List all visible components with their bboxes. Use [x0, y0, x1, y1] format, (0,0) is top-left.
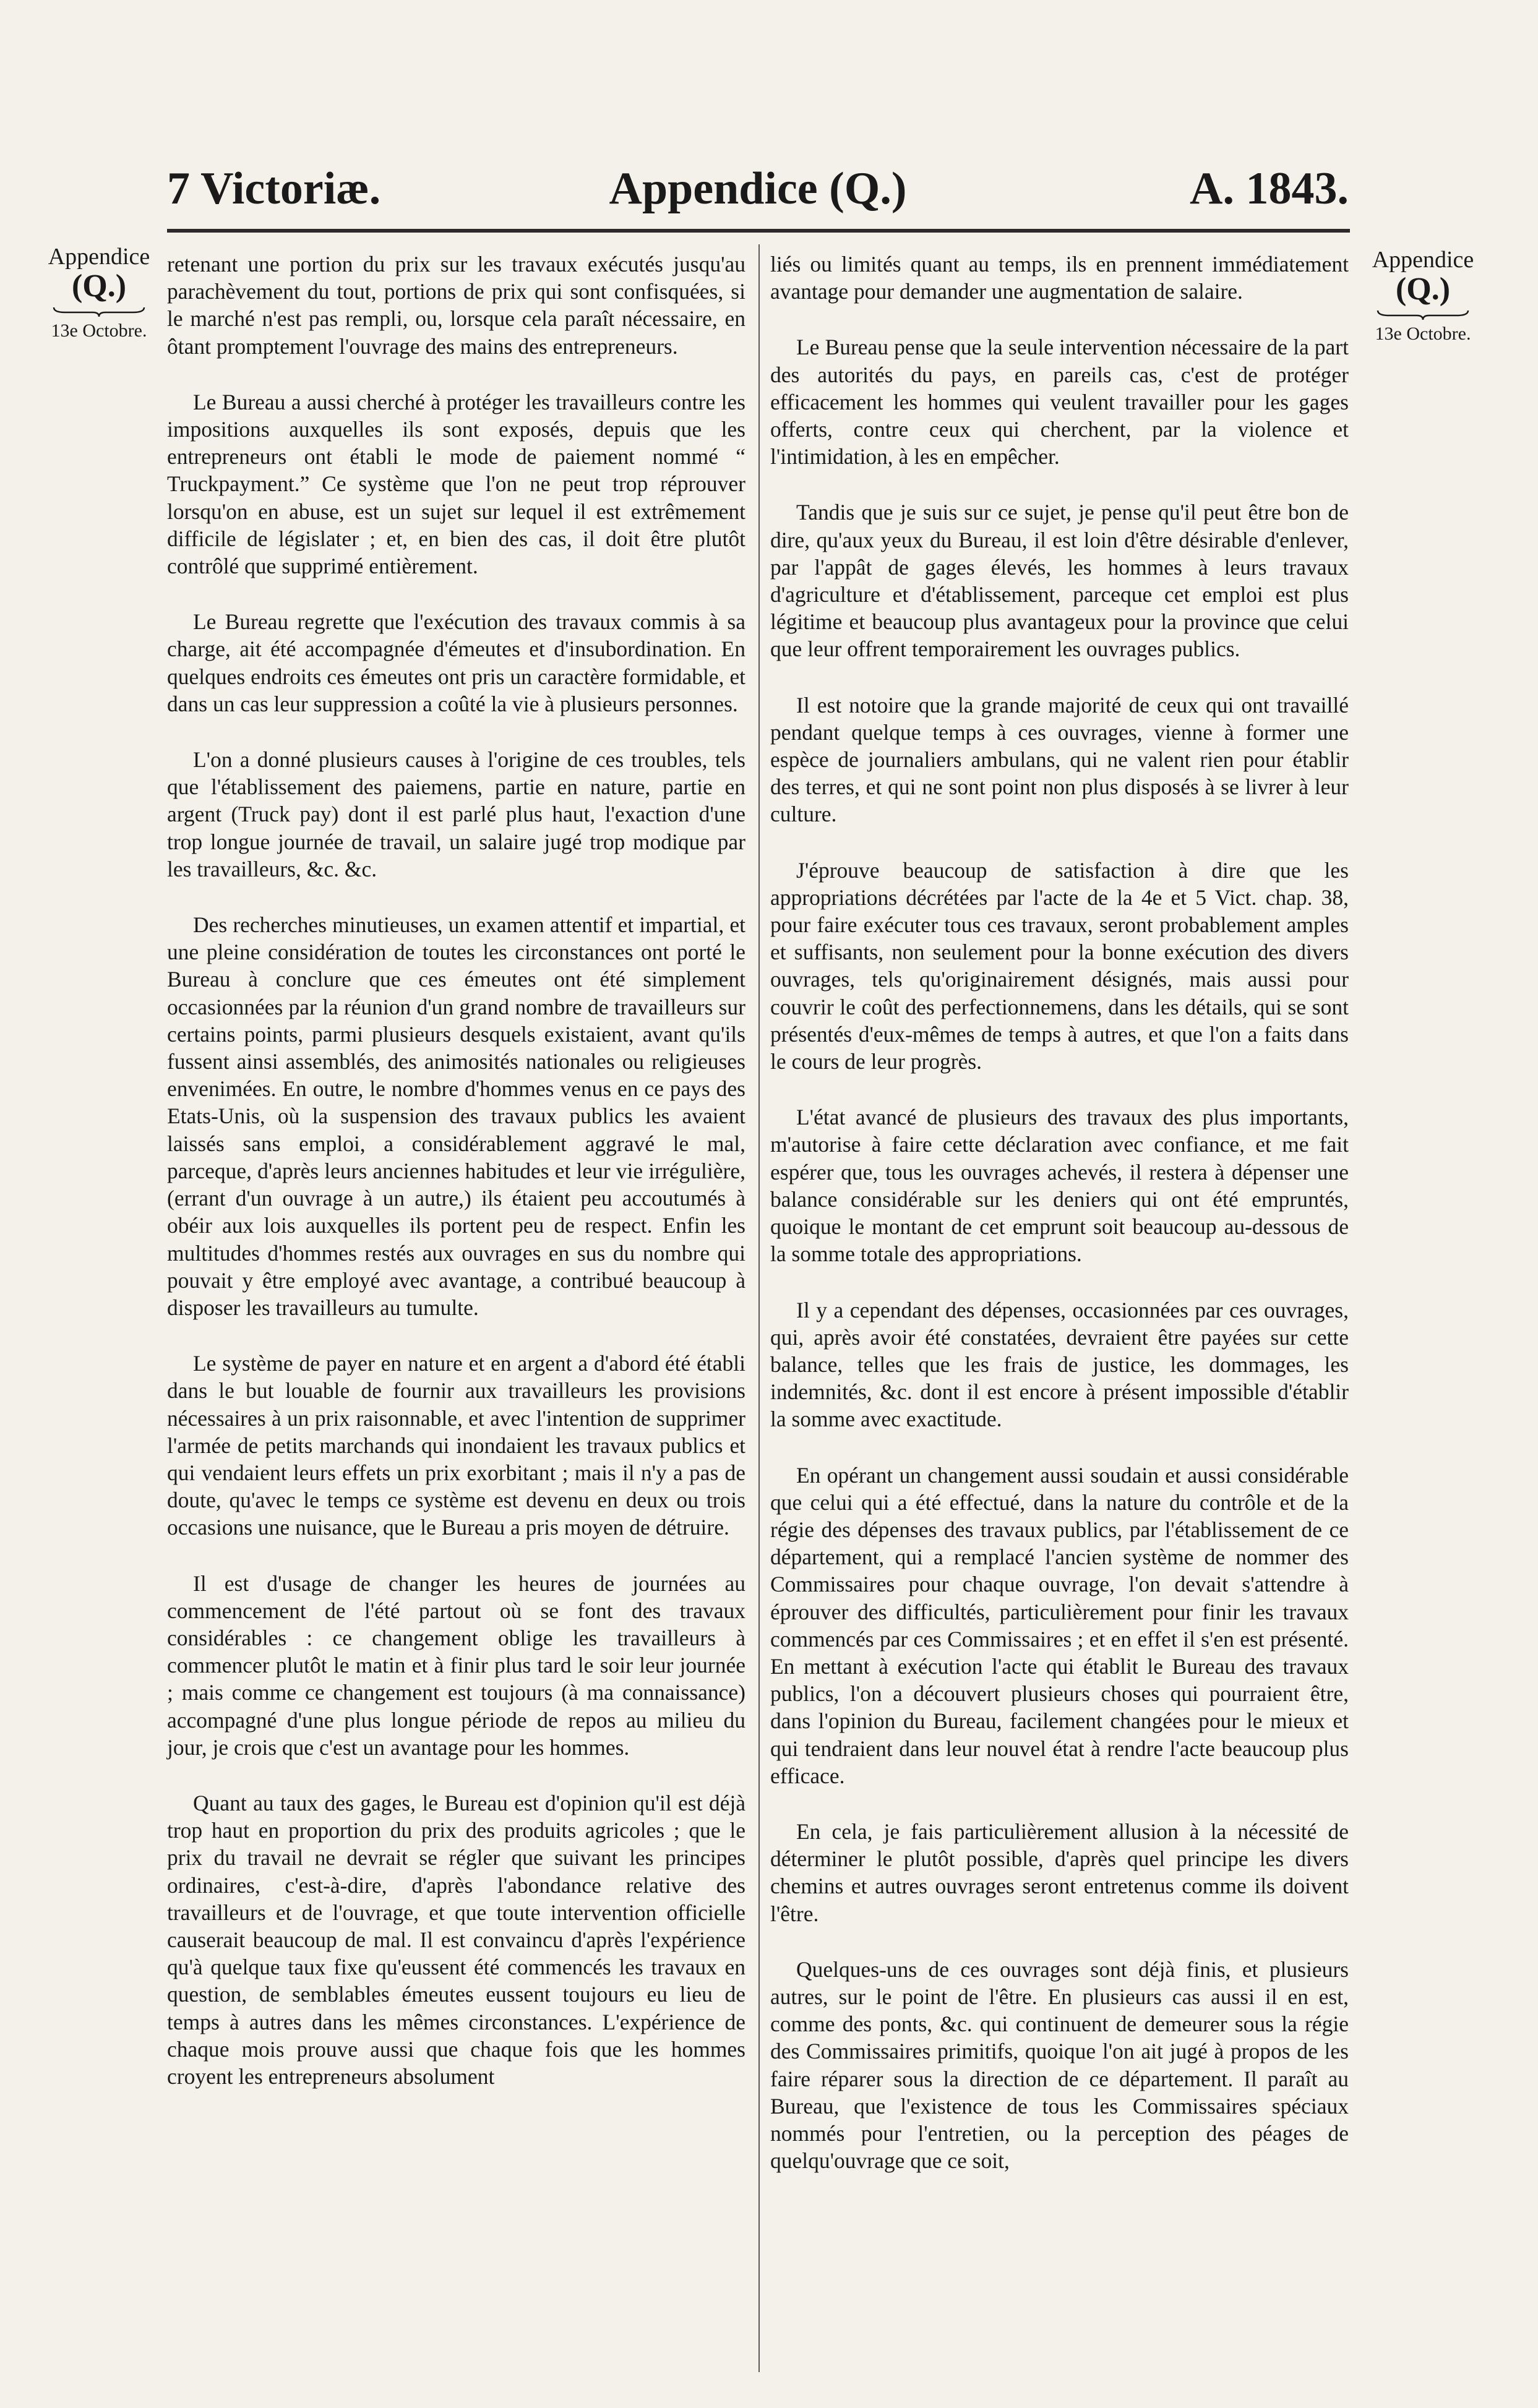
paragraph: L'on a donné plusieurs causes à l'origine de ces troubles, tels que l'établissement des paiemens, partie en nature, partie en argent (Truck pay) dont il est parlé plus haut, l'exaction d'une trop longue journée de travail, un salaire jugé trop modique par les travailleurs, &c. &c. [167, 747, 745, 881]
paragraph: Quelques-uns de ces ouvrages sont déjà finis, et plusieurs autres, sur le point de l'être. En plusieurs cas aussi il en est, comme des ponts, &c. qui continuent de demeurer sous la régie des Commissaires primitifs, quoique l'on ait jugé à propos de les faire réparer sous la direction de ce département. Il paraît au Bureau, que l'existence de tous les Commissaires spéciaux nommés pour l'entretien, ou la perception des péages de quelqu'ouvrage que ce soit, [770, 1956, 1349, 2174]
header-appendix: Appendice (Q.) [609, 163, 907, 214]
margin-title: Appendice [1372, 247, 1474, 273]
margin-date: 13e Octobre. [1375, 323, 1471, 344]
paragraph: Le Bureau regrette que l'exécution des travaux commis à sa charge, ait été accompagnée d'émeutes et d'insubordination. En quelques endroits ces émeutes ont pris un caractère formidable, et dans un cas leur suppression a coûté la vie à plusieurs personnes. [167, 609, 745, 716]
paragraph: En opérant un changement aussi soudain et aussi considérable que celui qui a été effectué, dans la nature du contrôle et de la régie des dépenses des travaux publics, par l'établissement de ce département, qui a remplacé l'ancien système de nommer des Commissaires pour chaque ouvrage, l'on devait s'attendre à éprouver des difficultés, particulièrement pour finir les travaux commencés par ces Commissaires ; et en effet il s'en est présenté. En mettant à exécution l'acte qui établit le Bureau des travaux publics, l'on a découvert plusieurs choses qui pourraient être, dans l'opinion du Bureau, facilement changées pour le mieux et qui tendraient dans leur nouvel état à rendre l'acte beaucoup plus efficace. [770, 1462, 1349, 1788]
paragraph: Le Bureau pense que la seule intervention nécessaire de la part des autorités du pays, en pareils cas, c'est de protéger efficacement les hommes qui veulent travailler pour les gages offerts, contre ceux qui cherchent, par la violence et l'intimidation, à les en empêcher. [770, 335, 1349, 469]
paragraph: En cela, je fais particulièrement allusion à la nécessité de déterminer le plutôt possible, d'après quel principe les divers chemins et autres ouvrages seront entretenus comme ils doivent l'être. [770, 1819, 1349, 1926]
paragraph: Des recherches minutieuses, un examen attentif et impartial, et une pleine considération de toutes les circonstances ont porté le Bureau à conclure que ces émeutes ont été simplement occasionnées par la réunion d'un grand nombre de travailleurs sur certains points, parmi plusieurs desquels existaient, avant qu'ils fussent ainsi assemblés, des animosités nationales ou religieuses envenimées. En outre, le nombre d'hommes venus en ce pays des Etats-Unis, où la suspension des travaux publics les avaient laissés sans emploi, a considérablement aggravé le mal, parceque, d'après leurs anciennes habitudes et leur vie irrégulière, (errant d'un ouvrage à un autre,) ils étaient peu accoutumés à obéir aux lois auxquelles ils portent peu de respect. Enfin les multitudes d'hommes restés aux ouvrages en sus du nombre qui pouvait y être employé avec avantage, a contribué beaucoup à disposer les travailleurs au tumulte. [167, 912, 745, 1320]
header-rule [167, 229, 1350, 233]
header-session: A. 1843. [1190, 163, 1349, 214]
paragraph: L'état avancé de plusieurs des travaux des plus importants, m'autorise à faire cette déclaration avec confiance, et me fait espérer que, tous les ouvrages achevés, il restera à dépenser une balance considérable sur les deniers qui ont été empruntés, quoique le montant de cet emprunt soit beaucoup au-dessous de la somme totale des appropriations. [770, 1105, 1349, 1267]
paragraph: Il est d'usage de changer les heures de journées au commencement de l'été partout où se font des travaux considérables : ce changement oblige les travailleurs à commencer plutôt le matin et à finir plus tard le soir leur journée ; mais comme ce changement est toujours (à ma connaissance) accompagné d'une plus longue période de repos au milieu du jour, je crois que c'est un avantage pour les hommes. [167, 1570, 745, 1760]
margin-note-right [1361, 247, 1485, 346]
margin-title: Appendice [48, 244, 150, 270]
paragraph: Tandis que je suis sur ce sujet, je pense qu'il peut être bon de dire, qu'aux yeux du Bureau, il est loin d'être désirable d'enlever, par l'appât de gages élevés, les hommes à leurs travaux d'agriculture et d'établissement, parceque cet emploi est plus légitime et beaucoup plus avantageux pour la province que celui que leur offrent temporairement les ouvrages publics. [770, 500, 1349, 662]
paragraph: Le Bureau a aussi cherché à protéger les travailleurs contre les impositions auxquelles ils sont exposés, depuis que les entrepreneurs ont établi le mode de paiement nommé “ Truckpayment.” Ce système que l'on ne peut trop réprouver lorsqu'on en abuse, est un sujet sur lequel il est extrêmement difficile de législater ; et, en bien des cas, il doit être plutôt contrôlé que supprimé entièrement. [167, 389, 745, 579]
right-column [770, 251, 1349, 2174]
brace-icon [53, 306, 145, 317]
running-header [155, 155, 1361, 223]
paragraph: retenant une portion du prix sur les travaux exécutés jusqu'au parachèvement du tout, portions de prix qui sont confisquées, si le marché n'est pas rempli, ou, lorsque cela paraît nécessaire, en ôtant promptement l'ouvrage des mains des entrepreneurs. [167, 252, 745, 359]
paragraph: J'éprouve beaucoup de satisfaction à dire que les appropriations décrétées par l'acte de la 4e et 5 Vict. chap. 38, pour faire exécuter tous ces travaux, seront probablement amples et suffisants, non seulement pour la bonne exécution des divers ouvrages, tels qu'originairement désignés, mais aussi pour couvrir le coût des perfectionnemens, dans les détails, qui se sont présentés d'eux-mêmes de temps à autres, et que l'on a faits dans le cours de leur progrès. [770, 857, 1349, 1074]
paragraph: Quant au taux des gages, le Bureau est d'opinion qu'il est déjà trop haut en proportion du prix des produits agricoles ; que le prix du travail ne devrait se régler que suivant les principes ordinaires, c'est-à-dire, d'après l'abondance relative des travailleurs et de l'ouvrage, et que toute intervention officielle causerait beaucoup de mal. Il est convaincu d'après l'expérience qu'à quelque taux fixe qu'eussent été commencés les travaux en question, de semblables émeutes eussent toujours eu lieu de temps à autres dans les mêmes circonstances. L'expérience de chaque mois prouve aussi que chaque fois que les hommes croyent les entrepreneurs absolument [167, 1790, 745, 2089]
margin-letter: (Q.) [71, 268, 127, 304]
paragraph: Il y a cependant des dépenses, occasionnées par ces ouvrages, qui, après avoir été constatées, devraient être payées sur cette balance, telles que les frais de justice, les dommages, les indemnités, &c. dont il est encore à présent impossible d'établir la somme avec exactitude. [770, 1297, 1349, 1432]
margin-note-left [37, 244, 161, 343]
left-column [167, 251, 745, 2090]
paragraph: Le système de payer en nature et en argent a d'abord été établi dans le but louable de fournir aux travailleurs les provisions nécessaires à un prix raisonnable, et avec l'intention de supprimer l'armée de petits marchands qui inondaient les travaux publics et qui vendaient leurs effets un prix exorbitant ; mais il n'y a pas de doute, qu'avec le temps ce système est devenu en deux ou trois occasions une nuisance, que le Bureau a pris moyen de détruire. [167, 1351, 745, 1540]
brace-icon [1377, 309, 1469, 320]
paragraph: Il est notoire que la grande majorité de ceux qui ont travaillé pendant quelque temps à ces ouvrages, vienne à former une espèce de journaliers ambulans, qui ne valent rien pour établir des terres, et qui ne sont point non plus disposés à se livrer à leur culture. [770, 692, 1349, 827]
paragraph: liés ou limités quant au temps, ils en prennent immédiatement avantage pour demander une augmentation de salaire. [770, 252, 1349, 304]
header-year: 7 Victoriæ. [167, 163, 381, 214]
margin-letter: (Q.) [1395, 272, 1451, 307]
margin-date: 13e Octobre. [51, 320, 147, 341]
column-divider [758, 244, 760, 2372]
